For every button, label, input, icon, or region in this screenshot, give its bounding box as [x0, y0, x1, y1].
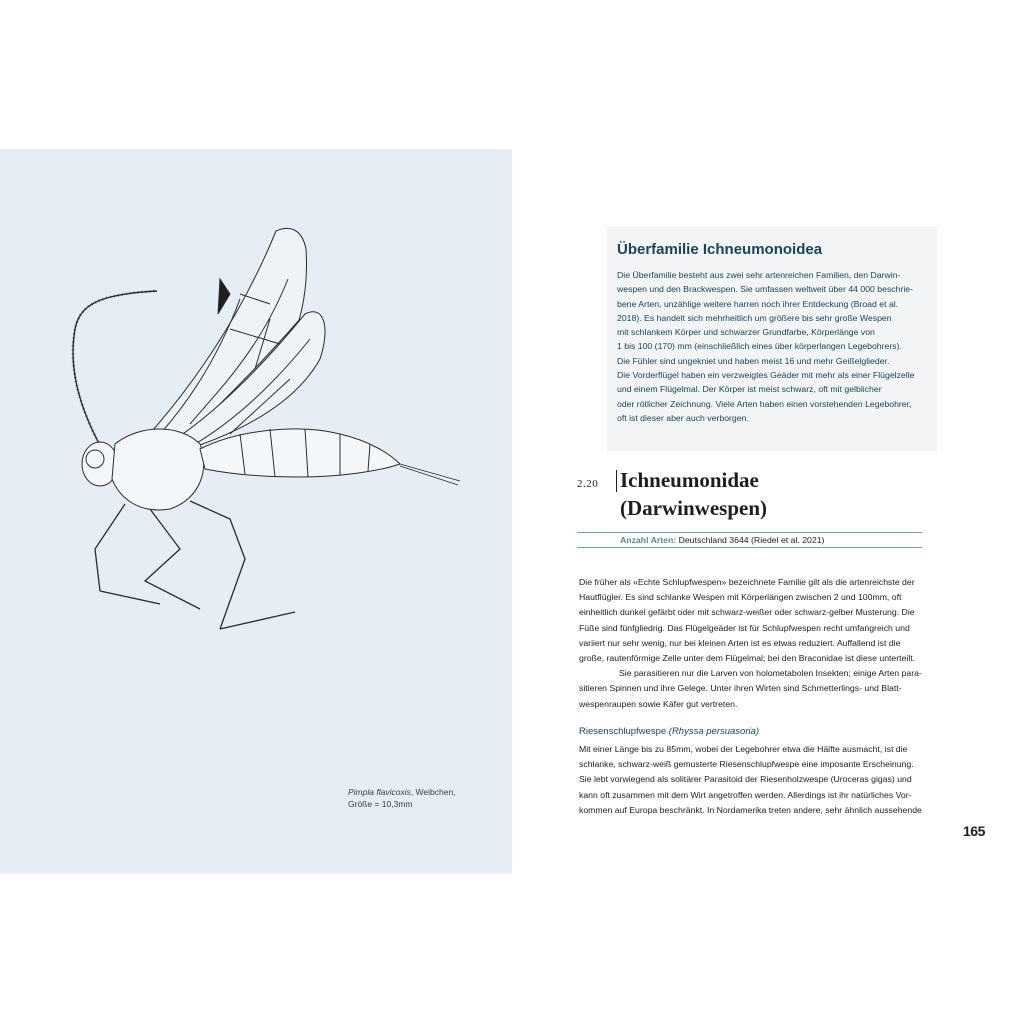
subsection-latin: (Rhyssa persuasoria) [668, 726, 760, 737]
info-box-line: oft ist dieser aber auch verborgen. [617, 412, 749, 423]
body-line: wespenraupen sowie Käfer gut vertreten. [579, 698, 738, 709]
subsection-line: kann oft zusammen mit dem Wirt angetroffen werden. Allerdings ist ihr natürliches Vor- [579, 789, 912, 800]
info-box-line: mit schlankem Körper und schwarzer Grundfarbe, Körperlänge von [617, 327, 875, 338]
subsection-line: Mit einer Länge bis zu 85mm, wobei der Legebohrer etwa die Hälfte ausmacht, ist die [579, 744, 908, 754]
info-box-line: Die Überfamilie besteht aus zwei sehr artenreichen Familien, den Darwin- [617, 270, 901, 280]
chapter-title [620, 466, 767, 522]
body-line: Die früher als «Echte Schlupfwespen» bezeichnete Familie gilt als die artenreichste der [579, 577, 915, 587]
info-box-line: bene Arten, unzählige weitere harren noch ihrer Entdeckung (Broad et al. [617, 298, 899, 309]
body-line: variiert nur sehr wenig, nur bei kleinen Arten ist es etwas reduziert. Auffallend ist die [579, 637, 901, 648]
subsection-name: Riesenschlupfwespe [579, 726, 669, 737]
species-count-value: Deutschland 3644 (Riedel et al. 2021) [678, 535, 825, 545]
info-box-line: Die Vorderflügel haben ein verzweigtes Geäder mit mehr als einer Flügelzelle [617, 370, 915, 381]
body-line: Füße sind fünfgliedrig. Das Flügelgeäder ist für Schlupfwespen recht umfangreich und [579, 622, 910, 633]
body-paragraph [579, 575, 921, 712]
info-box-line: 1 bis 100 (170) mm (einschließlich eines über körperlangen Legebohrers). [617, 341, 902, 352]
subsection-paragraph [579, 742, 921, 818]
info-box-line: 2018). Es handelt sich mehrheitlich um größere bis sehr große Wespen [617, 312, 892, 323]
illustration-plate [0, 149, 512, 874]
species-count [620, 535, 824, 545]
rule-top [577, 532, 922, 533]
chapter-title-line: Ichneumonidae [620, 468, 759, 492]
caption-detail: , Weibchen, [410, 787, 456, 797]
page-number: 165 [963, 823, 985, 839]
body-line: Sie parasitieren nur die Larven von holometabolen Insekten; einige Arten para- [619, 668, 922, 679]
info-box-title: Überfamilie Ichneumonoidea [617, 241, 823, 258]
text-page [512, 0, 1024, 1024]
body-line: große, rautenförmige Zelle unter dem Flügelmal; bei den Braconidae ist diese unterteilt. [579, 653, 916, 664]
species-count-label: Anzahl Arten: [620, 535, 677, 545]
subsection-line: Sie lebt vorwiegend als solitärer Parasitoid der Riesenholzwespe (Uroceras gigas) und [579, 774, 912, 785]
wasp-illustration [40, 219, 480, 649]
subsection-line: schlanke, schwarz-weiß gemusterte Riesenschlupfwespe eine imposante Erscheinung. [579, 759, 914, 770]
chapter-divider [616, 470, 617, 492]
caption-species: Pimpla flavicoxis [348, 787, 411, 797]
info-box-line: Die Fühler sind ungekniet und haben meist 16 und mehr Geißelglieder. [617, 355, 890, 366]
figure-caption [348, 786, 456, 810]
rule-bottom [577, 547, 922, 548]
chapter-number: 2.20 [577, 478, 599, 490]
chapter-title-line: (Darwinwespen) [620, 496, 767, 520]
info-box-line: und einem Flügelmal. Der Körper ist meist schwarz, oft mit gelblicher [617, 384, 882, 395]
subsection-line: kommen auf Europa beschränkt. In Nordamerika treten andere, sehr ähnlich aussehende [579, 804, 922, 815]
body-line: Hautflügler. Es sind schlanke Wespen mit Körperlängen zwischen 2 und 100mm, oft [579, 592, 902, 603]
body-line: einheitlich dunkel gefärbt oder mit schwarz-weißer oder schwarz-gelber Musterung. Die [579, 607, 915, 618]
info-box-line: oder rötlicher Zeichnung. Viele Arten haben einen vorstehenden Legebohrer, [617, 398, 912, 409]
subsection-heading [579, 726, 759, 737]
caption-size: Größe = 10,3mm [348, 799, 413, 809]
body-line: sitieren Spinnen und ihre Gelege. Unter ihren Wirten sind Schmetterlings- und Blatt- [579, 683, 902, 694]
info-box-text [617, 268, 932, 425]
info-box-line: wespen und den Brackwespen. Sie umfassen weltweit über 44 000 beschrie- [617, 284, 914, 295]
